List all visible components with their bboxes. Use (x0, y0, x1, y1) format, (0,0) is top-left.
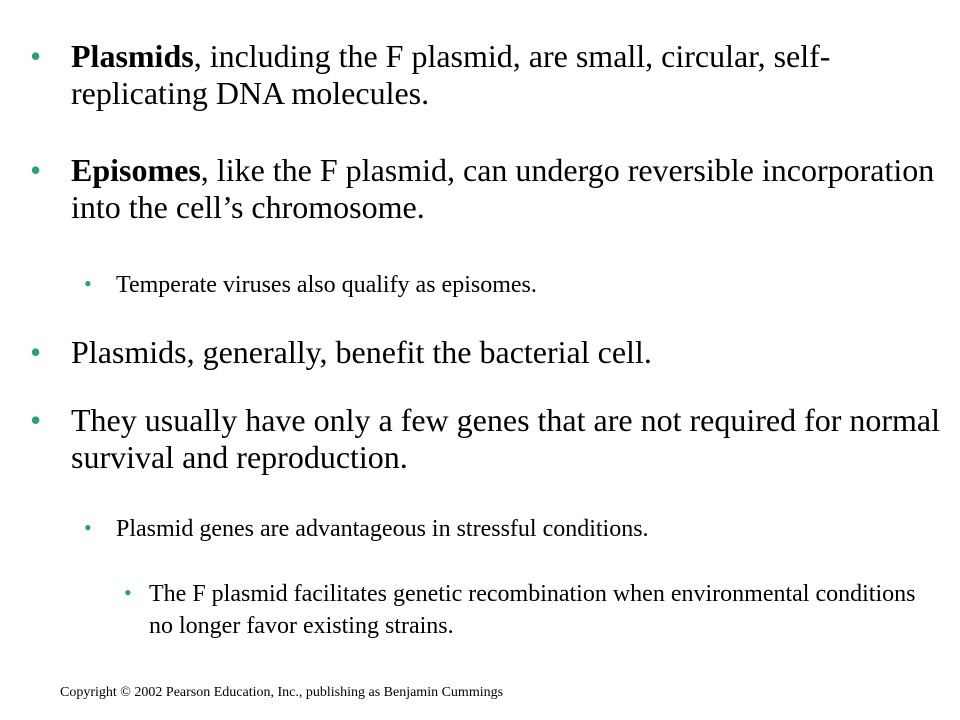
bullet-dot-icon: • (30, 334, 42, 370)
sub-bullet-item-temperate-viruses (84, 270, 944, 300)
bullet-dot-icon: • (124, 580, 132, 605)
bold-term: Episomes (71, 152, 201, 188)
bullet-body: The F plasmid facilitates genetic recombination when environmental conditions no longer favor existing strains. (149, 581, 916, 639)
bullet-body: , including the F plasmid, are small, circular, self-replicating DNA molecules. (71, 38, 831, 111)
bullet-dot-icon: • (84, 271, 92, 296)
bullet-body: , like the F plasmid, can undergo reversible incorporation into the cell’s chromosome. (71, 152, 935, 225)
bullet-dot-icon: • (84, 515, 92, 540)
bullet-item-benefit (30, 334, 945, 371)
bullet-text (71, 152, 945, 226)
bullet-dot-icon: • (30, 152, 42, 188)
bullet-body: Temperate viruses also qualify as episomes. (116, 272, 537, 298)
bullet-item-episomes (30, 152, 945, 226)
bullet-dot-icon: • (30, 402, 42, 438)
bullet-item-plasmids (30, 38, 945, 112)
bullet-body: Plasmid genes are advantageous in stressful conditions. (116, 516, 649, 542)
bullet-text (71, 38, 945, 112)
copyright-footer: Copyright © 2002 Pearson Education, Inc., publishing as Benjamin Cummings (60, 685, 504, 700)
bullet-dot-icon: • (30, 38, 42, 74)
bullet-item-few-genes (30, 402, 945, 476)
sub-sub-bullet-item-recombination (124, 578, 924, 642)
bullet-body: Plasmids, generally, benefit the bacterial cell. (71, 334, 652, 370)
sub-bullet-item-stressful-conditions (84, 514, 944, 544)
bold-term: Plasmids (71, 38, 194, 74)
bullet-body: They usually have only a few genes that are not required for normal survival and reproduction. (71, 402, 941, 475)
